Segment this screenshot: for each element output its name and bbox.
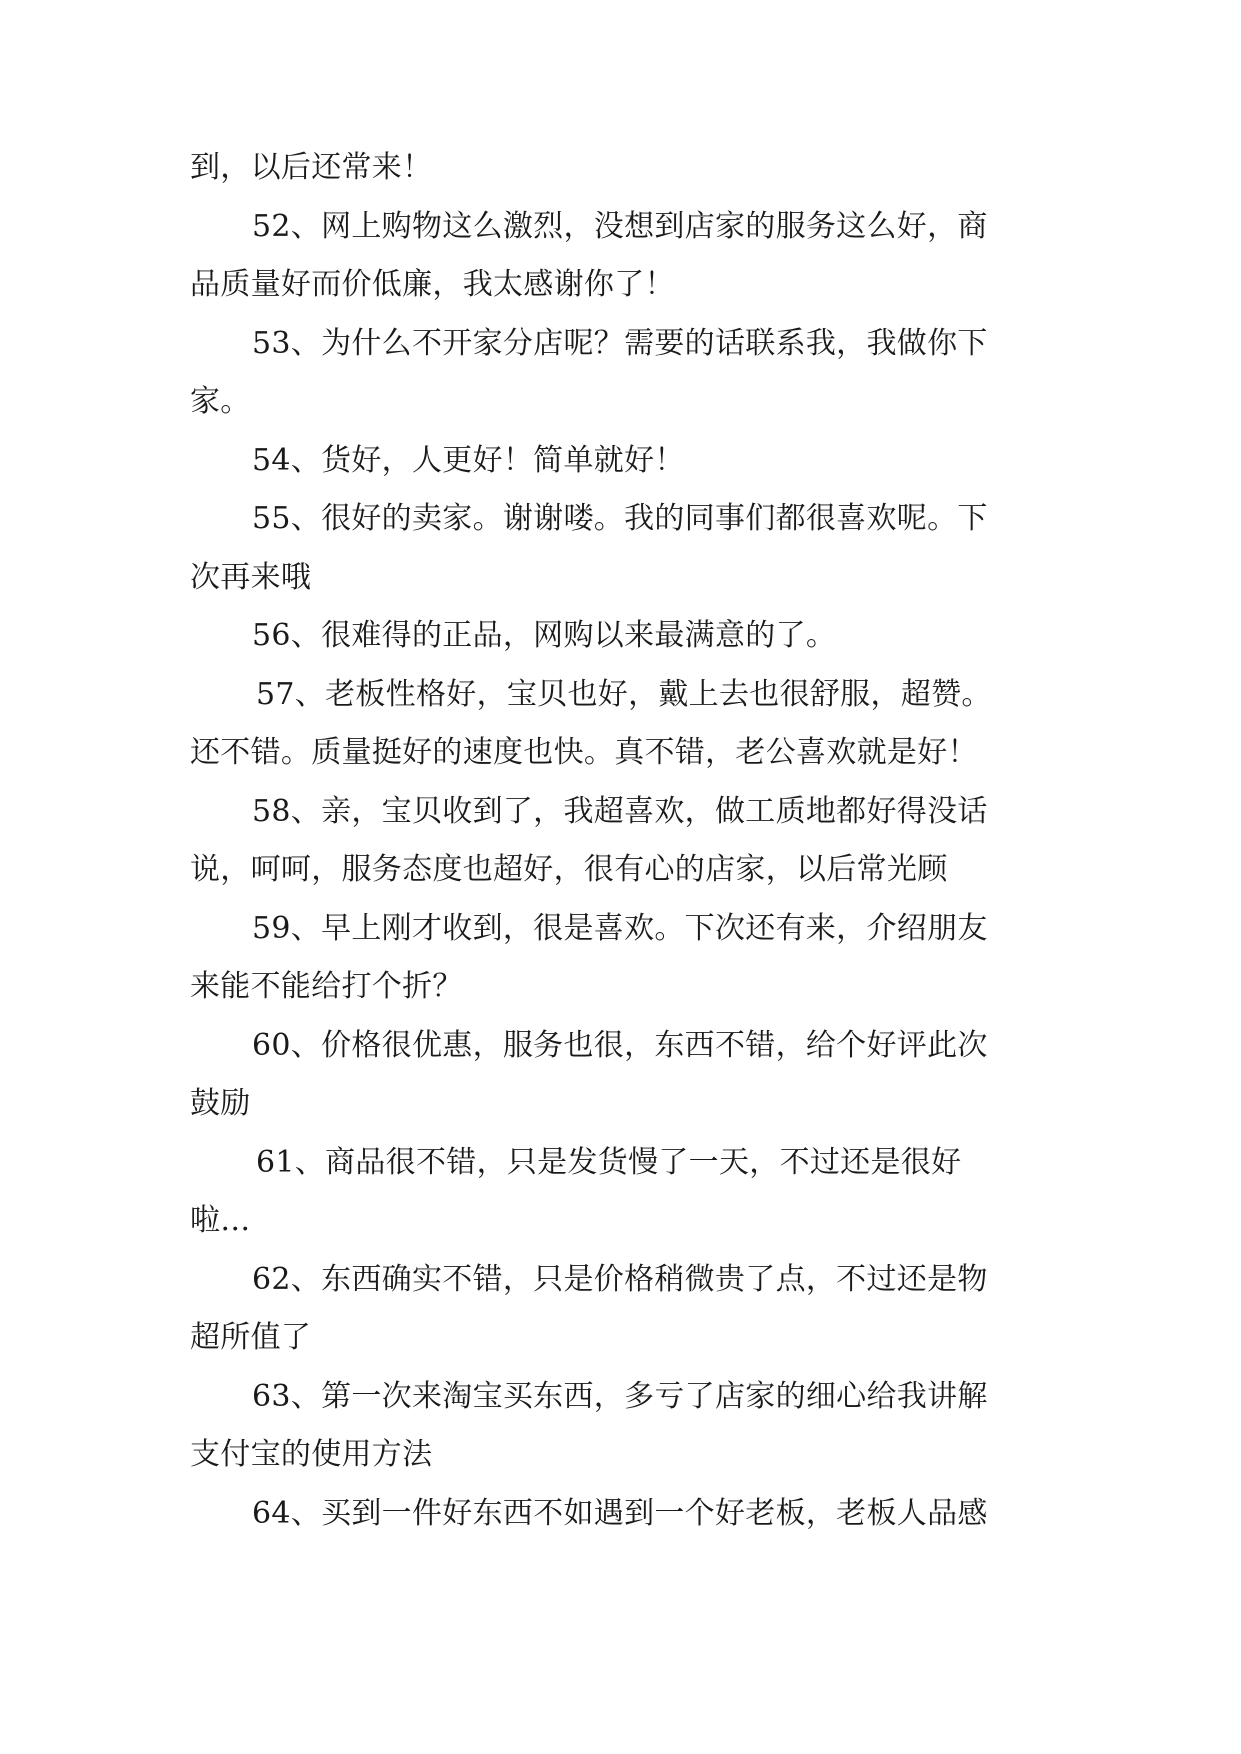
text-line: 55、很好的卖家。谢谢喽。我的同事们都很喜欢呢。下 [252,501,988,536]
text-line: 58、亲，宝贝收到了，我超喜欢，做工质地都好得没话 [252,794,988,829]
text-line: 61、商品很不错，只是发货慢了一天，不过还是很好 [256,1145,962,1180]
text-line: 还不错。质量挺好的速度也快。真不错，老公喜欢就是好！ [190,735,978,770]
text-line: 到，以后还常来！ [190,150,433,185]
text-line: 次再来哦 [190,560,312,595]
text-line: 62、东西确实不错，只是价格稍微贵了点，不过还是物 [252,1262,988,1297]
text-line: 品质量好而价低廉，我太感谢你了！ [190,267,675,302]
text-line: 超所值了 [190,1320,312,1355]
text-line: 啦… [190,1203,251,1238]
text-line: 52、网上购物这么激烈，没想到店家的服务这么好，商 [252,209,988,244]
text-line: 60、价格很优惠，服务也很，东西不错，给个好评此次 [252,1028,988,1063]
text-line: 来能不能给打个折？ [190,969,463,1004]
text-line: 53、为什么不开家分店呢？需要的话联系我，我做你下 [252,326,988,361]
text-line: 56、很难得的正品，网购以来最满意的了。 [252,618,837,653]
text-line: 59、早上刚才收到，很是喜欢。下次还有来，介绍朋友 [252,911,988,946]
text-line: 54、货好，人更好！简单就好！ [252,443,685,478]
text-line: 鼓励 [190,1086,251,1121]
text-line: 家。 [190,384,251,419]
text-line: 说，呵呵，服务态度也超好，很有心的店家，以后常光顾 [190,852,948,887]
text-line: 64、买到一件好东西不如遇到一个好老板，老板人品感 [252,1496,988,1531]
text-line: 63、第一次来淘宝买东西，多亏了店家的细心给我讲解 [252,1379,988,1414]
text-line: 57、老板性格好，宝贝也好，戴上去也很舒服，超赞。 [256,677,992,712]
text-line: 支付宝的使用方法 [190,1437,433,1472]
